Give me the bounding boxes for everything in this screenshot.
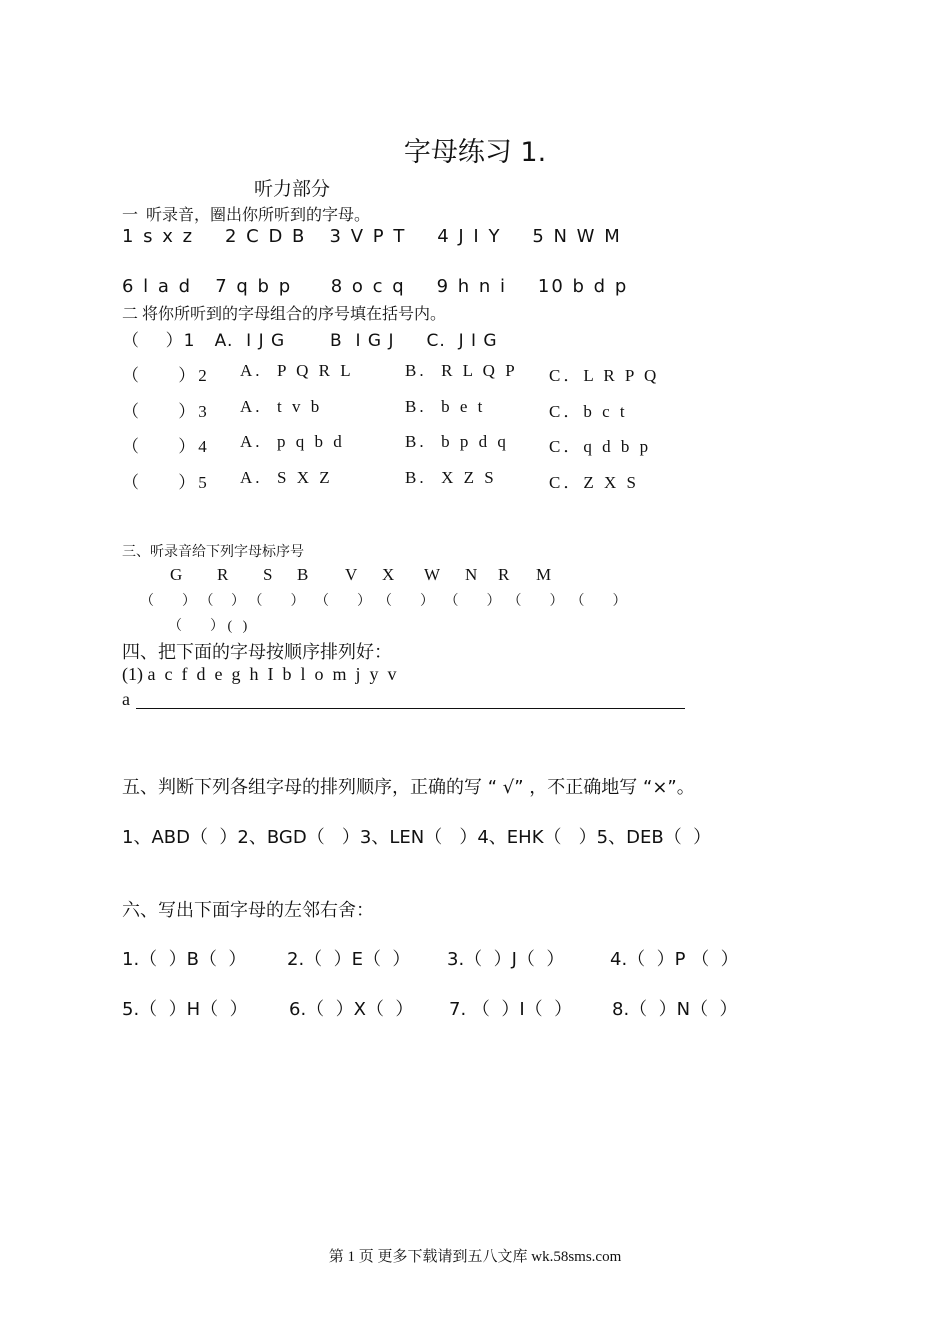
letter: W bbox=[424, 565, 441, 584]
section3-brackets-row1: （ ） （ ） （ ） （ ） （ ） （ ） （ ） （ ） bbox=[140, 594, 627, 609]
neighbor-item: 6.（ ）X（ ） bbox=[289, 999, 414, 1020]
letter: X bbox=[382, 565, 395, 584]
option-c: C．q d b p bbox=[549, 437, 652, 456]
section6-heading: 六、写出下面字母的左邻右舍： bbox=[122, 900, 374, 921]
section4-heading: 四、把下面的字母按顺序排列好： bbox=[122, 642, 392, 662]
question-number: （ ）5 bbox=[122, 473, 210, 492]
question-number: （ ）3 bbox=[122, 402, 210, 421]
letter: N bbox=[465, 565, 478, 584]
section5-items: 1、ABD（ ）2、BGD（ ）3、LEN（ ）4、EHK（ ）5、DEB（ ） bbox=[122, 827, 712, 848]
neighbor-item: 5.（ ）H（ ） bbox=[122, 999, 248, 1020]
page-title: 字母练习 1. bbox=[403, 137, 547, 168]
letter: S bbox=[263, 565, 273, 584]
section2-question-1: （ ）1 A. I J G B I G J C. J I G bbox=[122, 331, 498, 351]
letter: R bbox=[217, 565, 229, 584]
page-footer: 第 1 页 更多下载请到五八文库 wk.58sms.com bbox=[328, 1249, 622, 1265]
question-number: （ ）2 bbox=[122, 366, 210, 385]
section4-sequence: (1) a c f d e g h I b l o m j y v bbox=[122, 664, 397, 684]
letter: V bbox=[345, 565, 358, 584]
section5-heading: 五、判断下列各组字母的排列顺序，正确的写 “ √” ，不正确地写 “×”。 bbox=[122, 777, 695, 798]
neighbor-item: 7. （ ）I（ ） bbox=[449, 999, 573, 1020]
section1-heading: 一 听录音，圈出你所听到的字母。 bbox=[122, 207, 371, 224]
section4-answer-prefix: a bbox=[122, 689, 130, 709]
letter: M bbox=[536, 565, 552, 584]
option-b: B. X Z S bbox=[405, 468, 497, 487]
letter: G bbox=[170, 565, 183, 584]
neighbor-item: 4.（ ）P （ ） bbox=[610, 949, 739, 970]
option-a: A. P Q R L bbox=[240, 361, 354, 380]
answer-line[interactable] bbox=[136, 708, 685, 709]
option-a: A. S X Z bbox=[240, 468, 333, 487]
option-c: C．b c t bbox=[549, 402, 628, 421]
option-b: B. R L Q P bbox=[405, 361, 518, 380]
option-c: C．L R P Q bbox=[549, 366, 660, 385]
neighbor-item: 1.（ ）B（ ） bbox=[122, 949, 247, 970]
section1-row2: 6 l a d 7 q b p 8 o c q 9 h n i 10 b d p bbox=[122, 276, 629, 297]
option-b: B. b e t bbox=[405, 397, 486, 416]
option-a: A. p q b d bbox=[240, 432, 345, 451]
letter: R bbox=[498, 565, 510, 584]
neighbor-item: 3.（ ）J（ ） bbox=[447, 949, 565, 970]
section1-row1: 1 s x z 2 C D B 3 V P T 4 J I Y 5 N W M bbox=[122, 226, 622, 247]
listening-heading: 听力部分 bbox=[254, 179, 331, 200]
section3-heading: 三、听录音给下列字母标序号 bbox=[122, 545, 304, 560]
option-c: C．Z X S bbox=[549, 473, 639, 492]
option-b: B. b p d q bbox=[405, 432, 509, 451]
neighbor-item: 2.（ ）E（ ） bbox=[287, 949, 411, 970]
letter: B bbox=[297, 565, 309, 584]
section2-heading: 二 将你所听到的字母组合的序号填在括号内。 bbox=[122, 306, 447, 323]
section3-brackets-row2: （ ） ( ) bbox=[168, 619, 248, 634]
question-number: （ ）4 bbox=[122, 437, 210, 456]
neighbor-item: 8.（ ）N（ ） bbox=[612, 999, 738, 1020]
option-a: A. t v b bbox=[240, 397, 323, 416]
